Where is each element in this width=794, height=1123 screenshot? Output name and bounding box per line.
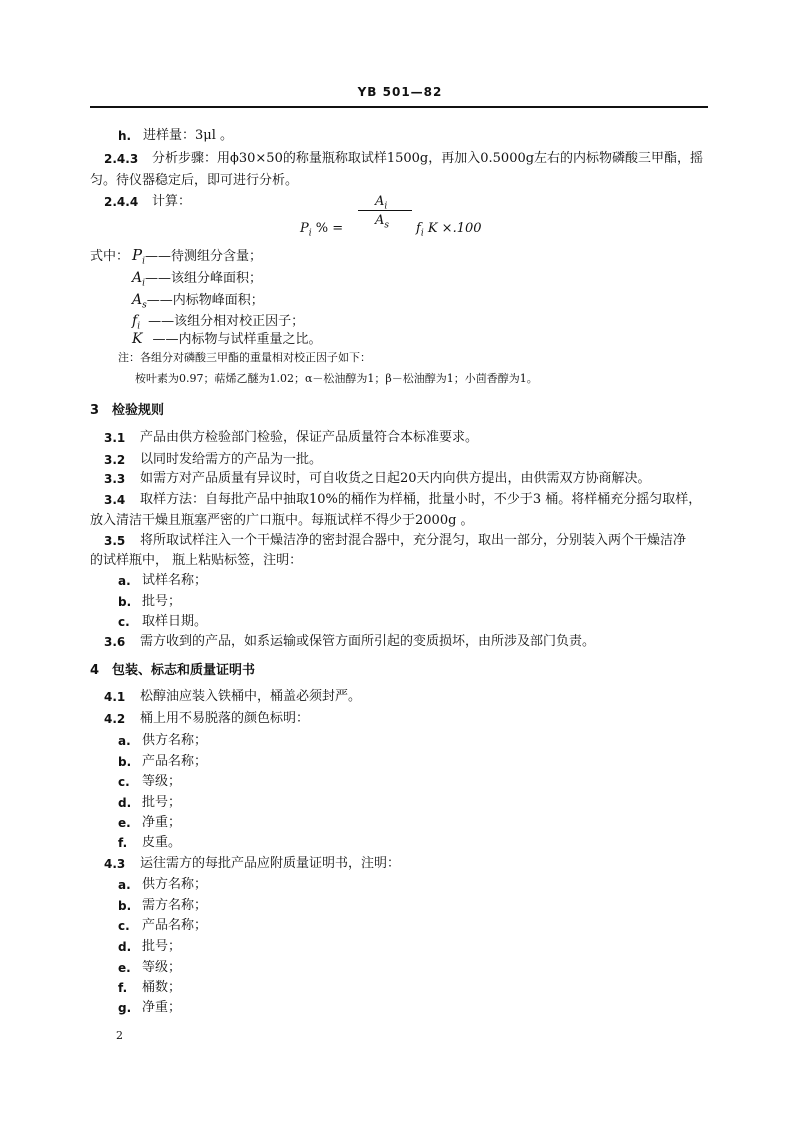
sub-item-text: 批号； <box>142 939 182 954</box>
sub-item-text: 桶数； <box>142 980 182 995</box>
sub-item-text: 净重； <box>142 1000 182 1015</box>
clause-text: 产品由供方检验部门检验，保证产品质量符合本标准要求。 <box>140 430 479 445</box>
clause-number: 4.3 <box>104 857 126 871</box>
clause-text-continued: 的试样瓶中， 瓶上粘贴标签，注明： <box>90 553 303 568</box>
clause-text: 桶上用不易脱落的颜色标明： <box>140 711 310 726</box>
formula-rest: $f_i$ K ×.100 <box>416 221 482 239</box>
sub-item-text: 批号； <box>142 594 182 609</box>
sub-item-text: 产品名称； <box>142 754 208 769</box>
sub-item-text: 试样名称； <box>142 573 208 588</box>
note-line-1: 注：各组分对磷酸三甲酯的重量相对校正因子如下： <box>118 351 371 364</box>
clause-text-continued: 放入清洁干燥且瓶塞严密的广口瓶中。每瓶试样不得少于2000g 。 <box>90 513 474 528</box>
variable-definition: $P_i——$待测组分含量； <box>132 246 262 267</box>
clause-2-4-3-line1: 分析步骤：用ϕ30×50的称量瓶称取试样1500g，再加入0.5000g左右的内标物磷酸三甲酯，摇 <box>152 151 704 166</box>
section-3-heading: 3 检验规则 <box>90 403 165 418</box>
clause-number: 3.4 <box>104 493 126 507</box>
variable-definition: $A_s——$内标物峰面积； <box>132 292 264 311</box>
standard-code-header: YB 501—82 <box>357 85 443 99</box>
sub-item-text: 等级； <box>142 774 182 789</box>
formula-fraction-bar <box>358 210 412 211</box>
page-number: 2 <box>116 1029 123 1042</box>
note-line-2: 桉叶素为0.97；萜烯乙醚为1.02；α－松油醇为1；β－松油醇为1；小茴香醇为1。 <box>135 372 538 385</box>
sub-item-text: 皮重。 <box>142 835 182 850</box>
sub-item-text: 供方名称； <box>142 877 208 892</box>
clause-2-4-3-line2: 匀。待仪器稳定后，即可进行分析。 <box>90 173 299 188</box>
formula-numerator: $A_i$ <box>375 194 388 212</box>
sub-item-label: e. <box>118 816 131 830</box>
sub-item-label: c. <box>118 615 130 629</box>
sub-item-text: 净重； <box>142 815 182 830</box>
sub-item-text: 需方名称； <box>142 898 208 913</box>
sub-item-text: 等级； <box>142 960 182 975</box>
variable-definition: K ——内标物与试样重量之比。 <box>132 331 322 347</box>
clause-text: 松醇油应装入铁桶中，桶盖必须封严。 <box>140 689 362 704</box>
formula-denominator: $A_s$ <box>375 213 390 231</box>
sub-item-label: c. <box>118 775 130 789</box>
clause-2-4-4-title: 计算： <box>152 194 192 209</box>
item-text-h: 进样量：3μl 。 <box>143 128 234 143</box>
clause-number: 3.2 <box>104 453 126 467</box>
sub-item-label: f. <box>118 836 128 850</box>
clause-number: 3.6 <box>104 635 126 649</box>
sub-item-label: a. <box>118 734 131 748</box>
clause-number: 3.1 <box>104 431 126 445</box>
clause-2-4-3-number: 2.4.3 <box>104 152 139 166</box>
sub-item-label: e. <box>118 961 131 975</box>
sub-item-label: d. <box>118 796 132 810</box>
clause-text: 以同时发给需方的产品为一批。 <box>140 452 323 467</box>
section-4-heading: 4 包装、标志和质量证明书 <box>90 663 256 678</box>
clause-text: 如需方对产品质量有异议时，可自收货之日起20天内向供方提出，由供需双方协商解决。 <box>140 471 651 486</box>
sub-item-text: 批号； <box>142 795 182 810</box>
clause-number: 3.3 <box>104 472 126 486</box>
sub-item-label: g. <box>118 1001 132 1015</box>
sub-item-label: f. <box>118 981 128 995</box>
sub-item-text: 取样日期。 <box>142 614 208 629</box>
sub-item-label: c. <box>118 919 130 933</box>
clause-number: 4.1 <box>104 690 126 704</box>
sub-item-label: b. <box>118 899 132 913</box>
sub-item-label: b. <box>118 755 132 769</box>
clause-number: 3.5 <box>104 534 126 548</box>
header-rule <box>90 106 708 108</box>
clause-number: 4.2 <box>104 712 126 726</box>
variable-definition: $A_i——$该组分峰面积； <box>132 270 263 289</box>
clause-2-4-4-number: 2.4.4 <box>104 195 139 209</box>
sub-item-label: a. <box>118 878 131 892</box>
sub-item-label: a. <box>118 574 131 588</box>
sub-item-text: 产品名称； <box>142 918 208 933</box>
sub-item-label: d. <box>118 940 132 954</box>
clause-text: 将所取试样注入一个干燥洁净的密封混合器中，充分混匀，取出一部分，分别装入两个干燥洁净 <box>140 533 687 548</box>
clause-text: 运往需方的每批产品应附质量证明书，注明： <box>140 856 401 871</box>
variable-definition: $f_i$ ——该组分相对校正因子； <box>132 313 305 332</box>
sub-item-text: 供方名称； <box>142 733 208 748</box>
formula-lhs: $P_i$ % = <box>300 221 344 239</box>
item-label-h: h. <box>118 129 132 143</box>
where-label: 式中： <box>90 249 130 264</box>
clause-text: 需方收到的产品，如系运输或保管方面所引起的变质损坏，由所涉及部门负责。 <box>140 634 596 649</box>
sub-item-label: b. <box>118 595 132 609</box>
clause-text: 取样方法：自每批产品中抽取10%的桶作为样桶，批量小时，不少于3 桶。将样桶充分摇匀取样， <box>140 492 702 507</box>
